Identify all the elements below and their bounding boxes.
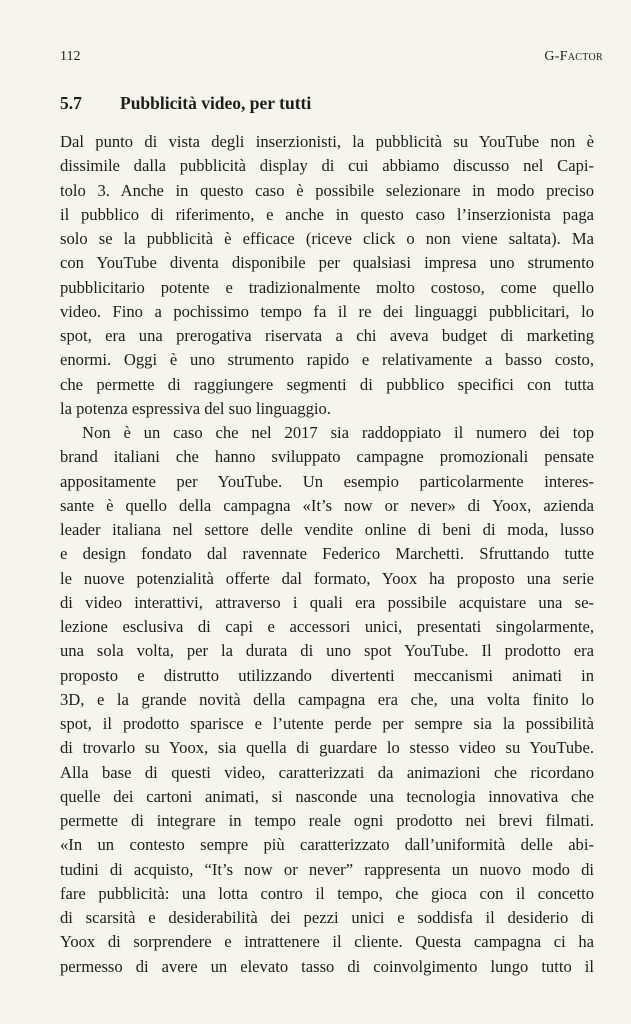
text-line: spot, era una prerogativa riservata a chi aveva budget di marketing <box>60 326 594 345</box>
text-line: quelle dei cartoni animati, si nasconde una tecnologia innovativa che <box>60 786 594 806</box>
text-line: che permette di raggiungere segmenti di pubblico specifici con tutta <box>60 374 594 394</box>
text-line: tolo 3. Anche in questo caso è possibile selezionare in modo preciso <box>60 180 594 200</box>
text-line: tudini di acquisto, “It’s now or never” rappresenta un nuovo modo di <box>60 859 594 879</box>
running-book-title: G-Factor <box>544 49 603 64</box>
text-line: pubblicitario potente e tradizionalmente molto costoso, come quello <box>60 277 594 297</box>
text-line: di video interattivi, attraverso i quali era possibile acquistare una se- <box>60 592 594 612</box>
text-line: dissimile dalla pubblicità display di cui abbiamo discusso nel Capi- <box>60 156 594 176</box>
text-line: la potenza espressiva del suo linguaggio. <box>60 398 331 418</box>
text-line: con YouTube diventa disponibile per qualsiasi impresa uno strumento <box>60 253 594 273</box>
text-line: le nuove potenzialità offerte dal formato, Yoox ha proposto una serie <box>60 568 594 588</box>
text-line: appositamente per YouTube. Un esempio particolarmente interes- <box>60 471 594 491</box>
text-line: di scarsità e desiderabilità dei pezzi unici e soddisfa il desiderio di <box>60 908 594 927</box>
section-heading <box>60 91 603 115</box>
text-line: sante è quello della campagna «It’s now or never» di Yoox, azienda <box>60 495 594 515</box>
text-line: di trovarlo su Yoox, sia quella di guardare lo stesso video su YouTube. <box>60 738 594 758</box>
text-line: una sola volta, per la durata di uno spot YouTube. Il prodotto era <box>60 641 594 661</box>
text-line: leader italiana nel settore delle vendite online di beni di moda, lusso <box>60 520 594 539</box>
text-line: lezione esclusiva di capi e accessori unici, presentati singolarmente, <box>60 617 594 636</box>
text-line: 3D, e la grande novità della campagna era che, una volta finito lo <box>60 689 594 709</box>
text-line: spot, il prodotto sparisce e l’utente perde per sempre sia la possibilità <box>60 714 594 733</box>
section-title: Pubblicità video, per tutti <box>120 93 312 113</box>
text-line: brand italiani che hanno sviluppato campagne promozionali pensate <box>60 447 594 467</box>
text-line: fare pubblicità: una lotta contro il tempo, che gioca con il concetto <box>60 883 594 903</box>
text-line: Alla base di questi video, caratterizzati da animazioni che ricordano <box>60 762 594 782</box>
text-line: «In un contesto sempre più caratterizzato dall’uniformità delle abi- <box>60 835 594 855</box>
text-line: Yoox di sorprendere e intrattenere il cliente. Questa campagna ci ha <box>60 932 594 952</box>
text-line: permette di integrare in tempo reale ogni prodotto nei brevi filmati. <box>60 811 594 830</box>
text-line: proposto e distrutto utilizzando divertenti meccanismi animati in <box>60 665 594 685</box>
text-line: solo se la pubblicità è efficace (riceve click o non viene saltata). Ma <box>60 229 594 248</box>
text-line: enormi. Oggi è uno strumento rapido e relativamente a basso costo, <box>60 350 594 370</box>
running-header <box>60 47 603 67</box>
paragraph <box>60 130 594 421</box>
text-line: il pubblico di riferimento, e anche in questo caso l’inserzionista paga <box>60 204 594 224</box>
body-text <box>60 130 594 979</box>
page-number: 112 <box>60 49 81 64</box>
text-line: permesso di avere un elevato tasso di coinvolgimento lungo tutto il <box>60 956 594 976</box>
text-line: e design fondato dal ravennate Federico Marchetti. Sfruttando tutte <box>60 544 594 564</box>
text-line: Non è un caso che nel 2017 sia raddoppiato il numero dei top <box>82 423 594 442</box>
paragraph <box>60 421 594 979</box>
text-line: Dal punto di vista degli inserzionisti, la pubblicità su YouTube non è <box>60 132 594 151</box>
section-number: 5.7 <box>60 93 82 113</box>
text-line: video. Fino a pochissimo tempo fa il re dei linguaggi pubblicitari, lo <box>60 301 594 321</box>
